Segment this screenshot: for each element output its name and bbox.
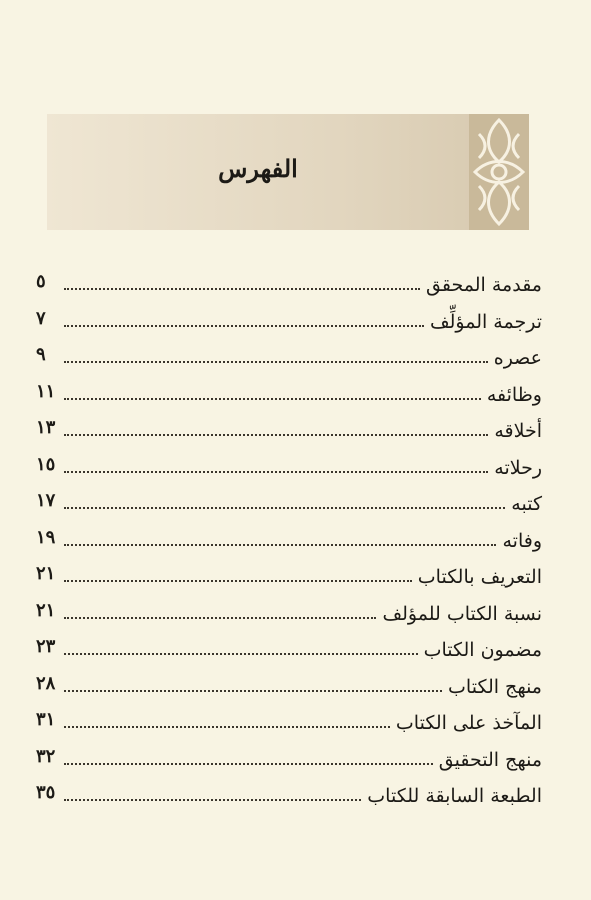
- toc-entry: [36, 339, 542, 376]
- toc-leader-dots: [64, 615, 376, 619]
- toc-leader-dots: [64, 432, 488, 436]
- arabesque-ornament-icon: [469, 114, 529, 230]
- toc-leader-dots: [64, 724, 390, 728]
- toc-entry-label: مقدمة المحقق: [426, 274, 542, 296]
- toc-page-number: ١٥: [36, 453, 56, 475]
- toc-entry-label: التعريف بالكتاب: [417, 566, 542, 588]
- toc-page-number: ٧: [36, 307, 46, 329]
- toc-entry: [36, 741, 542, 778]
- toc-page-number: ٣٥: [36, 782, 56, 803]
- toc-page-number: ٢١: [36, 563, 56, 584]
- toc-page-number: ٩: [36, 344, 46, 365]
- toc-entry: [36, 266, 542, 303]
- toc-entry: [36, 777, 542, 814]
- page-title: الفهرس: [218, 154, 298, 183]
- toc-entry: [36, 631, 542, 668]
- toc-leader-dots: [64, 359, 488, 363]
- toc-entry-label: رحلاته: [494, 456, 542, 479]
- toc-entry-label: ترجمة المؤلِّف: [429, 310, 542, 333]
- toc-entry: [36, 485, 542, 522]
- toc-entry: [36, 704, 542, 741]
- toc-entry: [36, 558, 542, 595]
- toc-entry-label: أخلاقه: [494, 420, 542, 442]
- toc-page-number: ١٧: [36, 490, 56, 511]
- toc-leader-dots: [64, 651, 418, 655]
- toc-entry: [36, 522, 542, 559]
- toc-entry: [36, 303, 542, 340]
- toc-entry-label: الطبعة السابقة للكتاب: [367, 785, 542, 807]
- toc-page-number: ٥: [36, 271, 46, 292]
- toc-page-number: ١٩: [36, 526, 56, 548]
- index-header-banner: [47, 114, 529, 230]
- toc-entry-label: وفاته: [502, 529, 542, 552]
- toc-entry: [36, 449, 542, 486]
- toc-entry-label: عصره: [493, 347, 542, 369]
- toc-entry-label: المآخذ على الكتاب: [395, 712, 542, 734]
- toc-entry-label: نسبة الكتاب للمؤلف: [382, 602, 542, 625]
- toc-leader-dots: [64, 323, 424, 327]
- toc-entry-label: منهج الكتاب: [448, 675, 542, 698]
- toc-page-number: ٢١: [36, 599, 56, 621]
- toc-entry-label: كتبه: [511, 493, 542, 515]
- toc-leader-dots: [64, 286, 420, 290]
- toc-page-number: ١٣: [36, 417, 56, 438]
- toc-page-number: ٢٨: [36, 672, 56, 694]
- toc-entry: [36, 412, 542, 449]
- toc-entry-label: وظائفه: [486, 383, 542, 406]
- toc-leader-dots: [64, 688, 442, 692]
- toc-entry-label: منهج التحقيق: [438, 748, 542, 771]
- toc-leader-dots: [64, 542, 496, 546]
- toc-leader-dots: [64, 797, 361, 801]
- toc-entry: [36, 376, 542, 413]
- toc-leader-dots: [64, 578, 412, 582]
- toc-page-number: ١١: [36, 380, 56, 402]
- table-of-contents: [36, 266, 542, 814]
- toc-entry: [36, 595, 542, 632]
- toc-page-number: ٣١: [36, 709, 56, 730]
- toc-leader-dots: [64, 505, 505, 509]
- toc-entry-label: مضمون الكتاب: [423, 639, 542, 661]
- toc-leader-dots: [64, 761, 433, 765]
- toc-page-number: ٢٣: [36, 636, 56, 657]
- toc-page-number: ٣٢: [36, 745, 56, 767]
- toc-leader-dots: [64, 396, 481, 400]
- toc-entry: [36, 668, 542, 705]
- toc-leader-dots: [64, 469, 488, 473]
